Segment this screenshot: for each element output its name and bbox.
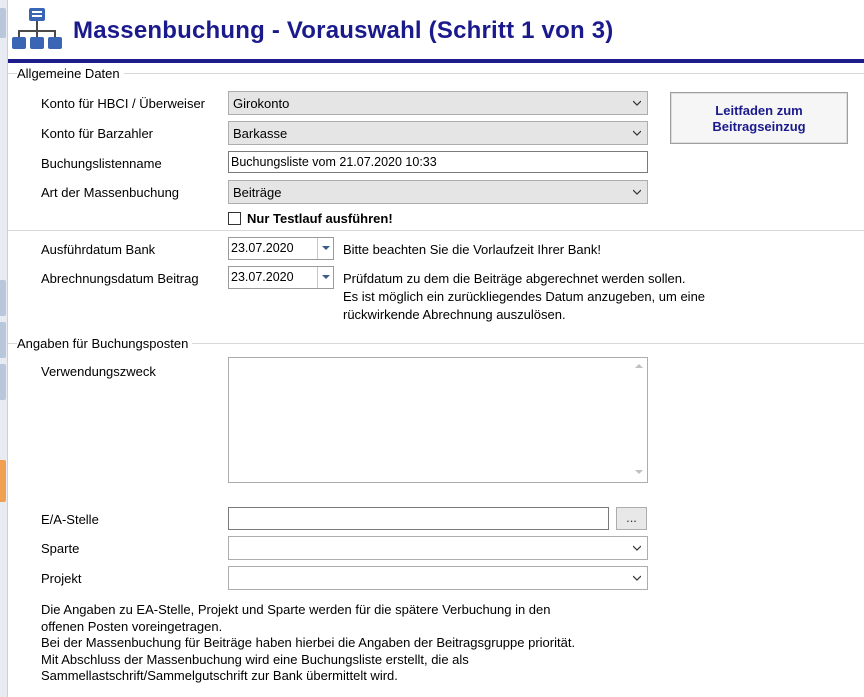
projekt-label: Projekt xyxy=(41,571,82,586)
konto-bar-label: Konto für Barzahler xyxy=(41,126,154,141)
info-line: Die Angaben zu EA-Stelle, Projekt und Sparte werden für die spätere Verbuchung in den xyxy=(41,602,551,617)
group-title-posten: Angaben für Buchungsposten xyxy=(17,336,192,351)
testlauf-label[interactable]: Nur Testlauf ausführen! xyxy=(247,211,393,226)
art-select[interactable] xyxy=(228,180,648,204)
konto-hbci-label: Konto für HBCI / Überweiser xyxy=(41,96,206,111)
org-chart-icon xyxy=(12,6,62,52)
konto-bar-select[interactable] xyxy=(228,121,648,145)
left-tab[interactable] xyxy=(0,8,6,38)
calendar-dropdown-icon[interactable] xyxy=(317,238,333,259)
ea-label: E/A-Stelle xyxy=(41,512,99,527)
abrechnung-hint-line: Prüfdatum zu dem die Beiträge abgerechnet werden sollen. xyxy=(343,271,686,286)
konto-bar-value: Barkasse xyxy=(233,126,288,141)
ausfuehr-hint: Bitte beachten Sie die Vorlaufzeit Ihrer Bank! xyxy=(343,242,601,257)
guide-button-line: Beitragseinzug xyxy=(712,119,806,134)
abrechnung-date-value: 23.07.2020 xyxy=(231,270,294,284)
group-title-general: Allgemeine Daten xyxy=(17,66,124,81)
abrechnung-label: Abrechnungsdatum Beitrag xyxy=(41,271,199,286)
listenname-input[interactable]: Buchungsliste vom 21.07.2020 10:33 xyxy=(228,151,648,173)
konto-hbci-value: Girokonto xyxy=(233,96,290,111)
verwendungszweck-textarea[interactable] xyxy=(228,357,648,483)
scroll-up-icon[interactable] xyxy=(635,364,643,368)
left-tab[interactable] xyxy=(0,364,6,400)
ausfuehr-date-value: 23.07.2020 xyxy=(231,241,294,255)
chevron-down-icon xyxy=(633,99,641,107)
ea-input[interactable] xyxy=(228,507,609,530)
info-text xyxy=(41,602,575,685)
chevron-down-icon xyxy=(633,544,641,552)
chevron-down-icon xyxy=(633,188,641,196)
left-panel-strip xyxy=(0,0,8,697)
left-tab[interactable] xyxy=(0,280,6,316)
chevron-down-icon xyxy=(633,129,641,137)
abrechnung-hint-line: rückwirkende Abrechnung auszulösen. xyxy=(343,307,566,322)
abrechnung-hint xyxy=(343,270,705,324)
left-tab[interactable] xyxy=(0,322,6,358)
left-tab-active[interactable] xyxy=(0,460,6,502)
testlauf-checkbox[interactable] xyxy=(228,212,241,225)
header-divider xyxy=(8,59,864,63)
art-label: Art der Massenbuchung xyxy=(41,185,180,200)
guide-button-line: Leitfaden zum xyxy=(715,103,803,118)
ausfuehr-date-picker[interactable] xyxy=(228,237,334,260)
guide-beitragseinzug-button[interactable] xyxy=(670,92,848,144)
ea-browse-button[interactable]: ... xyxy=(616,507,647,530)
projekt-select[interactable] xyxy=(228,566,648,590)
section-divider xyxy=(8,230,864,231)
verwendungszweck-label: Verwendungszweck xyxy=(41,364,156,379)
chevron-down-icon xyxy=(633,574,641,582)
info-line: offenen Posten voreingetragen. xyxy=(41,618,223,634)
sparte-label: Sparte xyxy=(41,541,80,556)
info-line: Mit Abschluss der Massenbuchung wird eine Buchungsliste erstellt, die als xyxy=(41,651,469,667)
group-border xyxy=(8,73,864,74)
page-header xyxy=(8,0,864,62)
abrechnung-date-picker[interactable] xyxy=(228,266,334,289)
scroll-down-icon[interactable] xyxy=(635,470,643,474)
info-line: Sammellastschrift/Sammelgutschrift zur Bank übermittelt wird. xyxy=(41,668,398,683)
listenname-label: Buchungslistenname xyxy=(41,156,162,171)
info-line: Bei der Massenbuchung für Beiträge haben hierbei die Angaben der Beitragsgruppe priorität. xyxy=(41,635,576,650)
page-title: Massenbuchung - Vorauswahl (Schritt 1 von 3) xyxy=(73,17,614,44)
abrechnung-hint-line: Es ist möglich ein zurückliegendes Datum anzugeben, um eine xyxy=(343,289,706,304)
art-value: Beiträge xyxy=(233,185,282,200)
textarea-scrollbar[interactable] xyxy=(630,358,647,482)
sparte-select[interactable] xyxy=(228,536,648,560)
konto-hbci-select[interactable] xyxy=(228,91,648,115)
calendar-dropdown-icon[interactable] xyxy=(317,267,333,288)
ausfuehr-label: Ausführdatum Bank xyxy=(41,242,156,257)
